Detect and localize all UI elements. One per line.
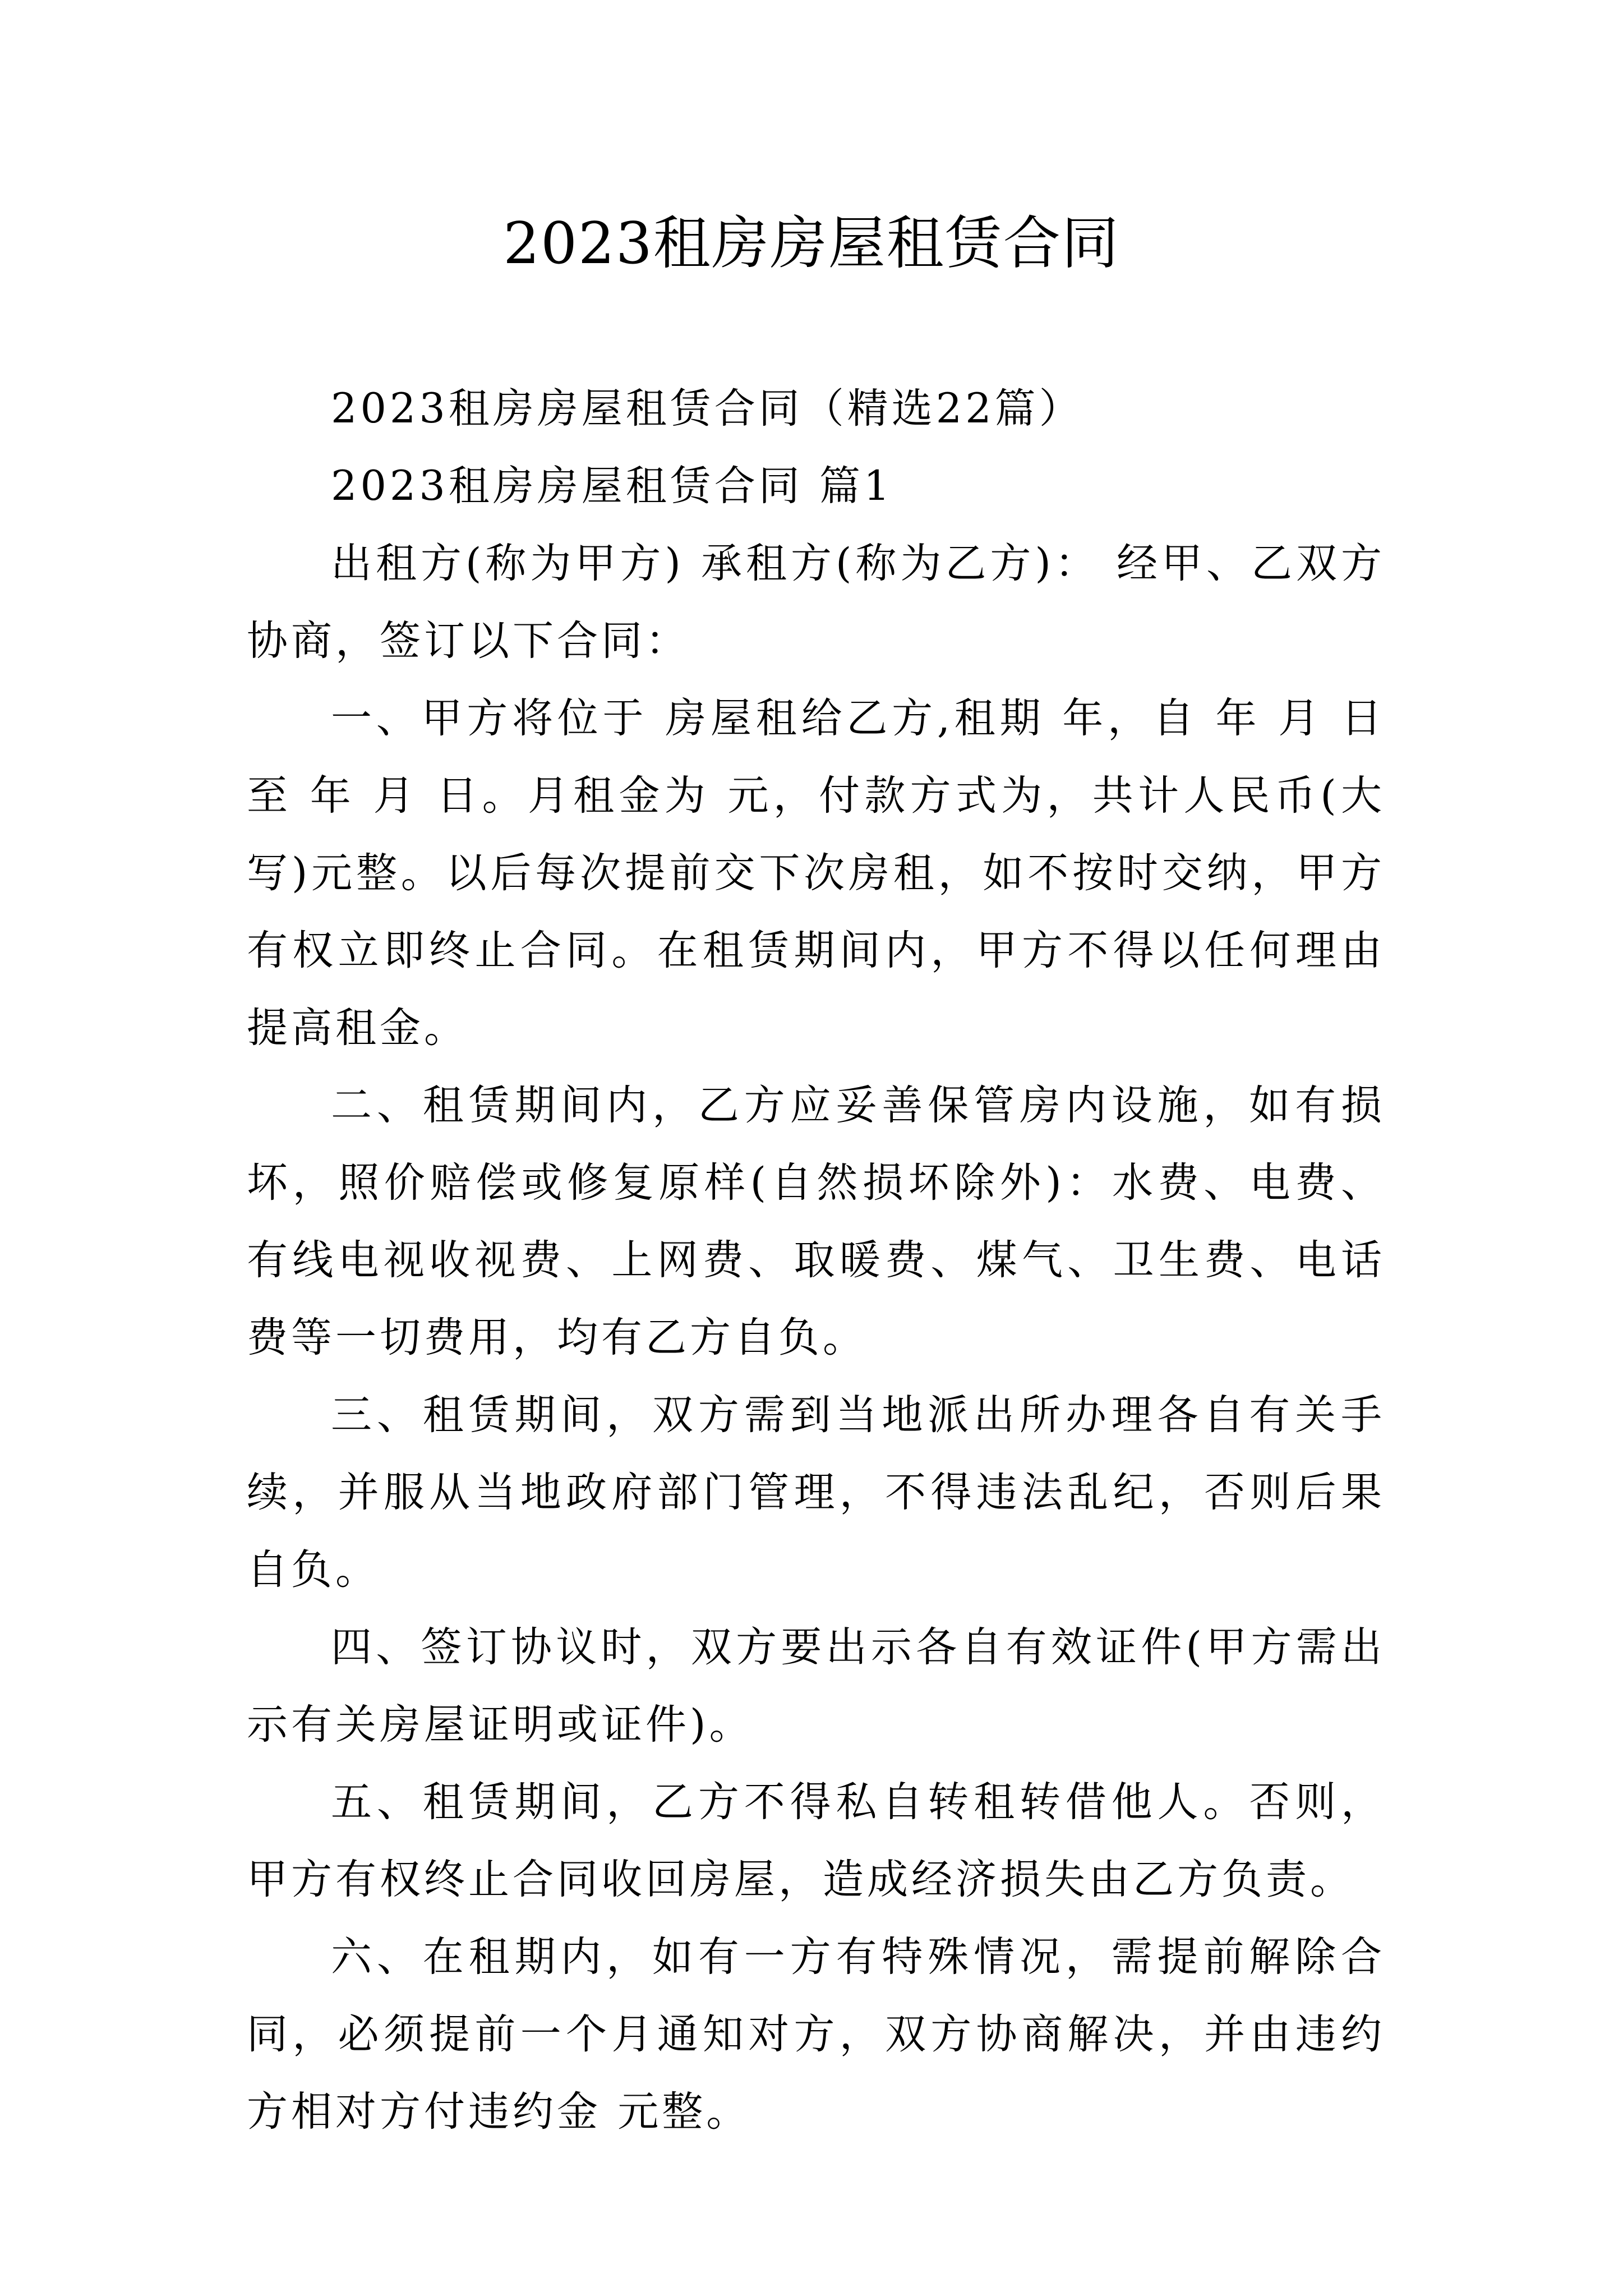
section-heading: 2023租房房屋租赁合同 篇1 <box>331 462 893 510</box>
parties-paragraph: 出租方(称为甲方) 承租方(称为乙方)： 经甲、乙双方协商，签订以下合同： <box>247 540 1385 665</box>
clause-2-paragraph: 二、租赁期间内，乙方应妥善保管房内设施，如有损坏，照价赔偿或修复原样(自然损坏除外)：水费、电费、有线电视收视费、上网费、取暖费、煤气、卫生费、电话费等一切费用，均有乙方自负。 <box>247 1082 1385 1361</box>
document-title: 2023租房房屋租赁合同 <box>503 210 1120 277</box>
document-body <box>247 370 1385 2151</box>
clause-6-paragraph: 六、在租期内，如有一方有特殊情况，需提前解除合同，必须提前一个月通知对方，双方协商解决，并由违约方相对方付违约金 元整。 <box>247 1933 1385 2136</box>
clause-5-paragraph: 五、租赁期间，乙方不得私自转租转借他人。否则，甲方有权终止合同收回房屋，造成经济损失由乙方负责。 <box>247 1778 1385 1903</box>
subtitle-paragraph: 2023租房房屋租赁合同（精选22篇） <box>331 385 1083 432</box>
clause-4-paragraph: 四、签订协议时，双方要出示各自有效证件(甲方需出示有关房屋证明或证件)。 <box>247 1623 1385 1749</box>
clause-1-paragraph: 一、甲方将位于 房屋租给乙方,租期 年，自 年 月 日至 年 月 日。月租金为 元，付款方式为，共计人民币(大写)元整。以后每次提前交下次房租，如不按时交纳，甲方有权立即终止合同。在租赁期间内，甲方不得以任何理由提高租金。 <box>247 694 1385 1052</box>
clause-3-paragraph: 三、租赁期间，双方需到当地派出所办理各自有关手续，并服从当地政府部门管理，不得违法乱纪，否则后果自负。 <box>247 1391 1385 1594</box>
